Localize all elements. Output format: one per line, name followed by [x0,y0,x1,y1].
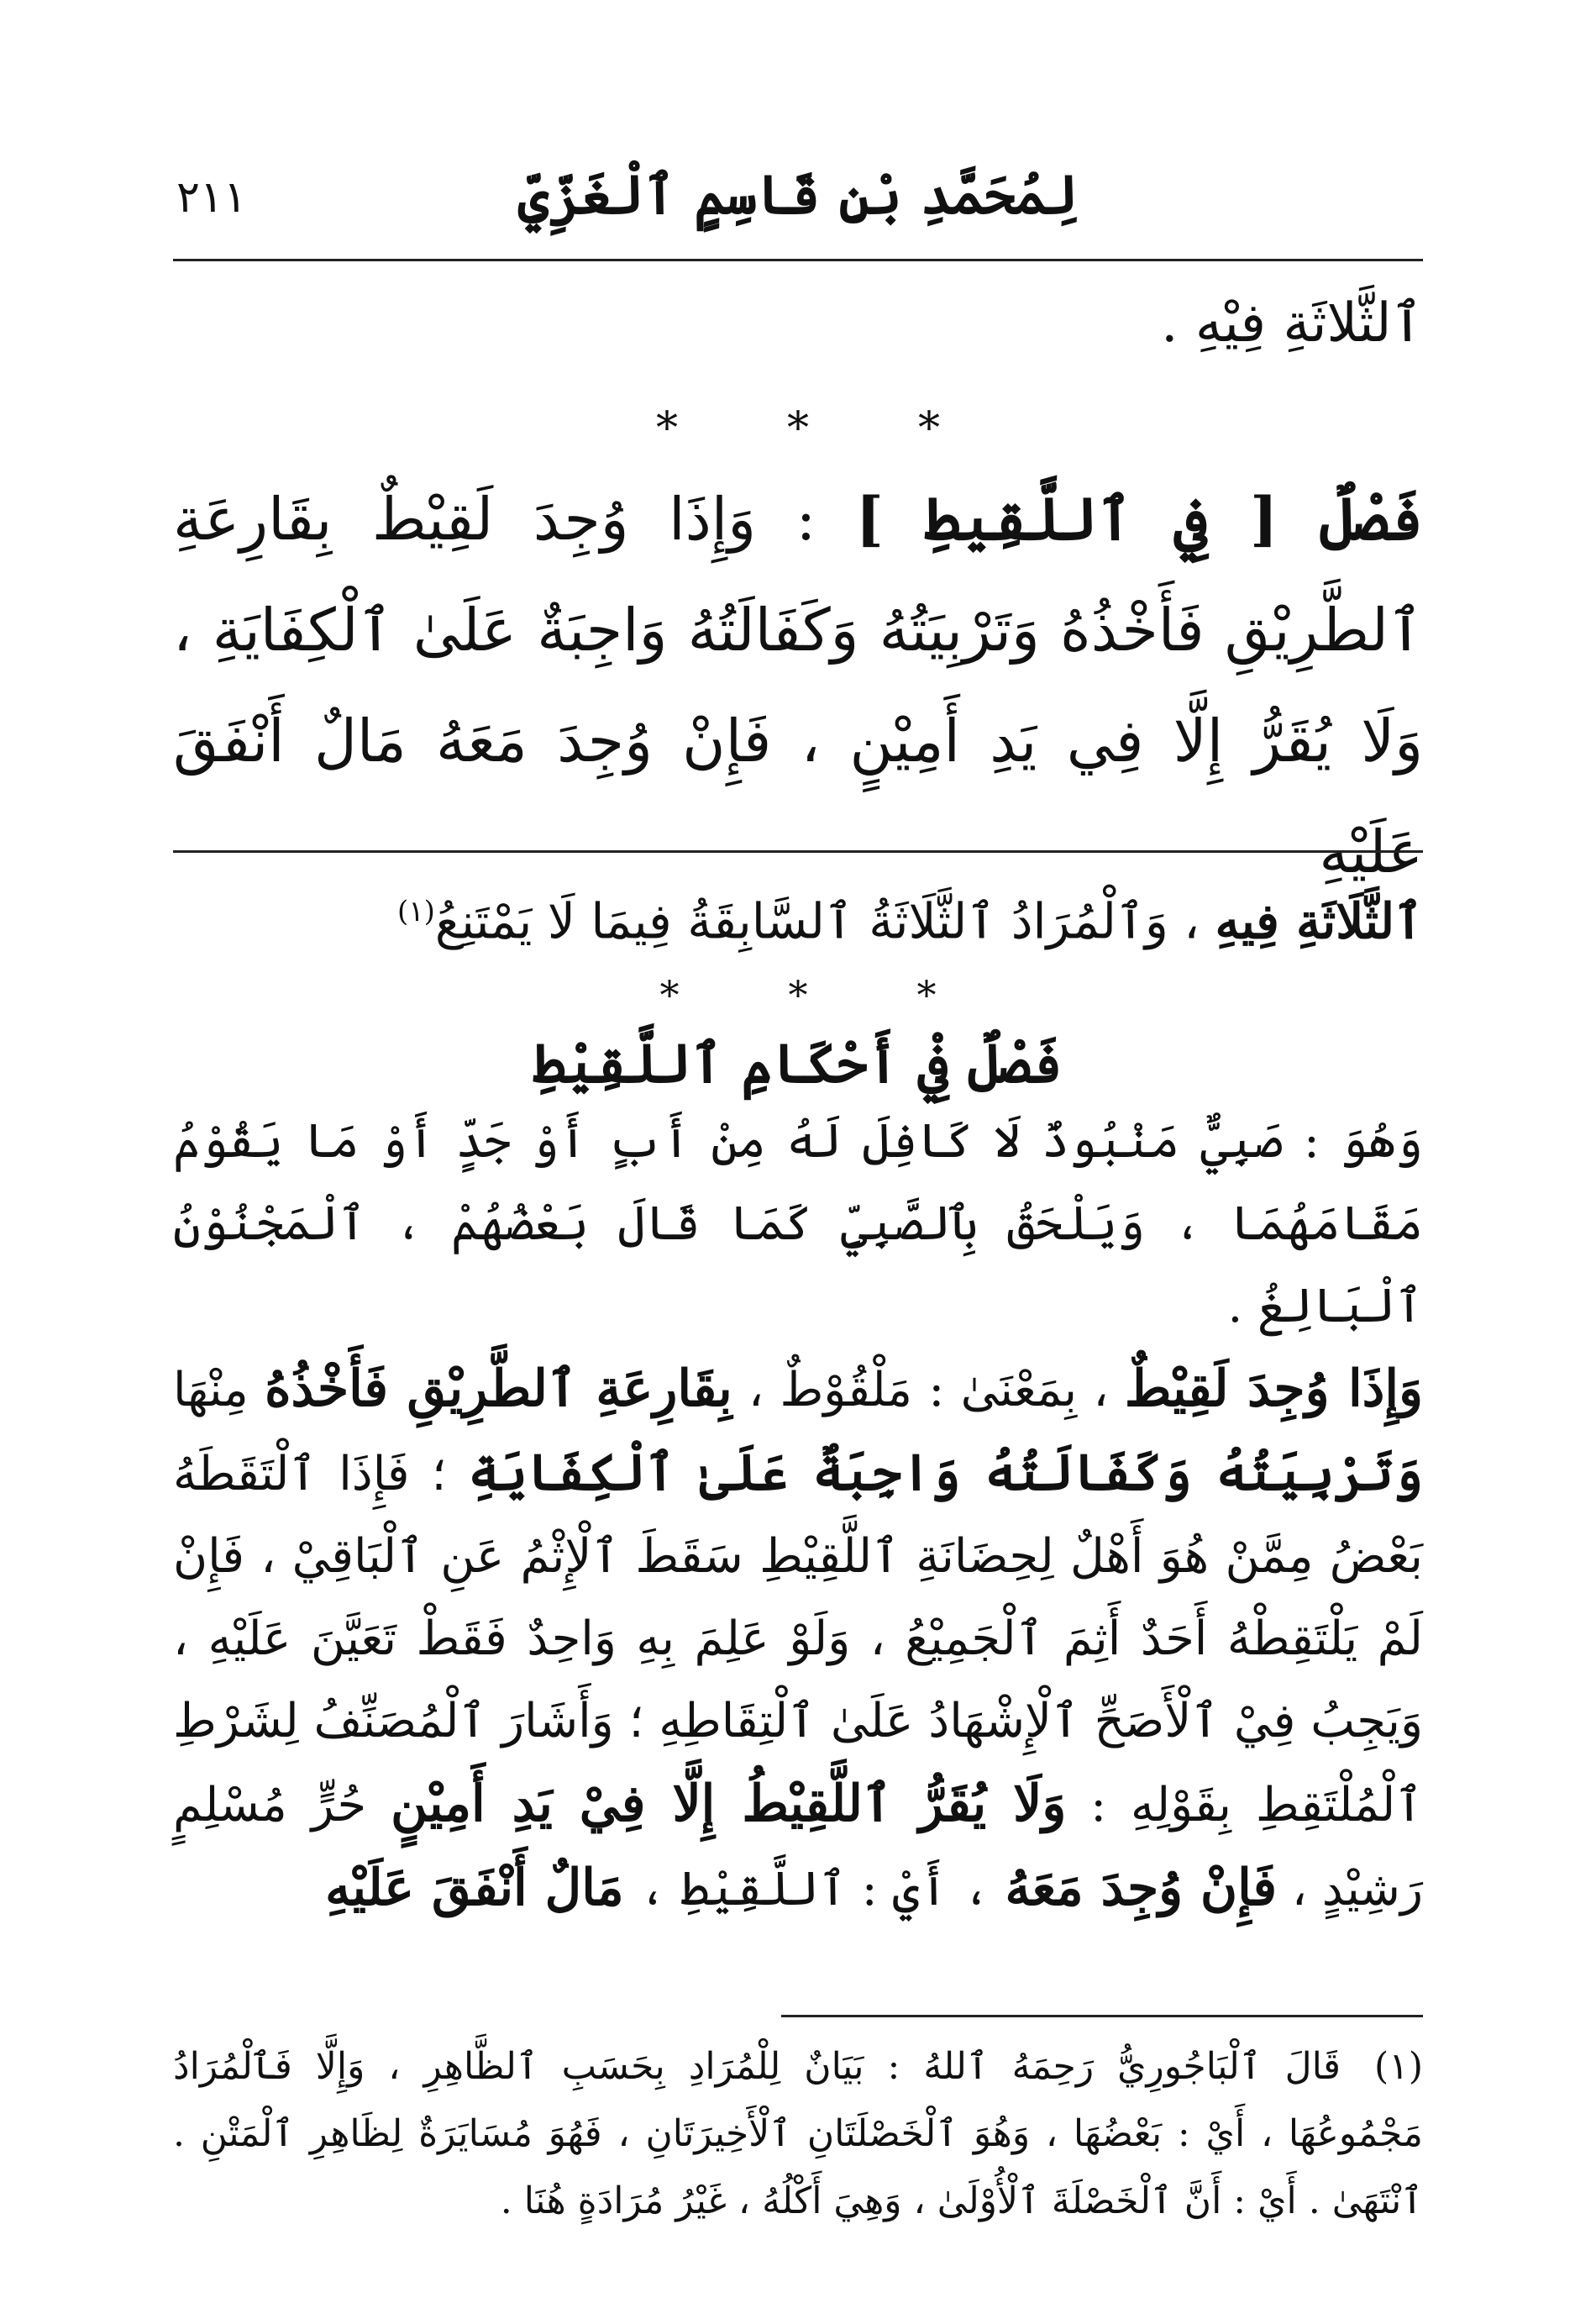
asterisk-icon: * [918,403,1049,454]
paragraph-definition: وَهُوَ : صَبِيٌّ مَنْبُوذٌ لَا كَافِلَ لَهُ مِنْ أَبٍ أَوْ جَدٍّ أَوْ مَا يَقُوْمُ مَقَامَهُمَا ، وَيَلْحَقُ بِٱلصَّبِيِّ كَمَا قَالَ بَعْضُهُمْ ، ٱلْمَجْنُوْنُ ٱلْبَالِغُ . [173,1114,1423,1334]
sharh-section [173,865,1423,1931]
matn-quote: وَإِذَا وُجِدَ لَقِيْطٌ [1124,1359,1424,1419]
page-number: ٢١١ [176,172,247,223]
footnotes [173,2033,1423,2235]
asterisk-separator [173,972,1423,1017]
footnote [173,2033,1423,2235]
matn-body: : وَإِذَا وُجِدَ لَقِيْطٌ بِقَارِعَةِ ٱلطَّرِيْقِ فَأَخْذُهُ وَتَرْبِيَتُهُ وَكَفَالَتُهُ وَاجِبَةٌ عَلَىٰ ٱلْكِفَايَةِ ، وَلَا يُقَرُّ إِلَّا فِي يَدِ أَمِيْنٍ ، فَإِنْ وُجِدَ مَعَهُ مَالٌ أَنْفَقَ عَلَيْهِ [173,485,1423,886]
sharh-top-text: ، وَٱلْمُرَادُ ٱلثَّلَاثَةُ ٱلسَّابِقَةُ فِيمَا لَا يَمْتَنِعُ [434,892,1215,950]
page-header [173,164,1423,256]
asterisk-icon: * [916,972,1046,1018]
commentary-text: مِنْهَا [173,1363,265,1418]
commentary-text: حُرٍّ مُسْلِمٍ رَشِيْدٍ ، [173,1778,1423,1917]
footnote-reference: (١) [397,895,435,928]
matn-quote: فَإِنْ وُجِدَ مَعَهُ [1005,1859,1278,1918]
matn-section [173,277,1423,907]
running-title: لِمُحَمَّدِ بْنِ قَاسِمٍ ٱلْغَزِّيِّ [517,164,1079,227]
matn-quote: مَالٌ أَنْفَقَ عَلَيْهِ [325,1859,624,1918]
matn-heading: فَصْلٌ [ فِي ٱللَّقِيطِ ] [855,484,1423,554]
matn-fragment: ٱلثَّلاثَةِ فِيْهِ . [1161,292,1423,355]
asterisk-separator [173,403,1423,454]
matn-quote: وَلَا يُقَرُّ ٱللَّقِيْطُ إِلَّا فِيْ يَدِ أَمِيْنٍ [391,1775,1067,1834]
matn-text [173,464,1423,907]
asterisk-icon: * [788,972,917,1018]
commentary-text: ، أَيْ : ٱللَّقِيْطِ ، [623,1862,1005,1917]
footnote-number: (١) [1374,2045,1423,2088]
header-rule [173,259,1423,261]
section-title: فَصْلٌ فِيْ أَحْكَامِ ٱللَّقِيْطِ [533,1033,1063,1096]
matn-quote: وَتَرْبِيَتُهُ وَكَفَالَتُهُ وَاجِبَةٌ عَلَىٰ ٱلْكِفَايَةِ [468,1443,1424,1503]
sharh-top-bold: ٱلثَّلَاثَةِ فِيهِ [1215,892,1423,950]
asterisk-icon: * [656,403,787,454]
asterisk-icon: * [659,972,789,1018]
footnote-rule [781,2015,1423,2017]
commentary-text: ؛ فَإِذَا ٱلْتَقَطَهُ بَعْضُ مِمَّنْ هُوَ أَهْلٌ لِحِضَانَةِ ٱللَّقِيْطِ سَقَطَ ٱلْإِثْمُ عَنِ ٱلْبَاقِيْ ، فَإِنْ لَمْ يَلْتَقِطْهُ أَحَدٌ أَثِمَ ٱلْجَمِيْعُ ، وَلَوْ عَلِمَ بِهِ وَاحِدٌ فَقَطْ تَعَيَّنَ عَلَيْهِ ، وَيَجِبُ فِيْ ٱلْأَصَحِّ ٱلْإِشْهَادُ عَلَىٰ ٱلْتِقَاطِهِ ؛ وَأَشَارَ ٱلْمُصَنِّفُ لِشَرْطِ ٱلْمُلْتَقِطِ بِقَوْلِهِ : [173,1447,1423,1833]
footnote-text: قَالَ ٱلْبَاجُورِيُّ رَحِمَهُ ٱللهُ : بَيَانٌ لِلْمُرَادِ بِحَسَبِ ٱلظَّاهِرِ ، وَإِلَّا فَٱلْمُرَادُ مَجْمُوعُهَا ، أَيْ : بَعْضُهَا ، وَهُوَ ٱلْخَصْلَتَانِ ٱلْأَخِيرَتَانِ ، فَهُوَ مُسَايَرَةٌ لِظَاهِرِ ٱلْمَتْنِ . ٱنْتَهَىٰ . أَيْ : أَنَّ ٱلْخَصْلَةَ ٱلْأُوْلَىٰ ، وَهِيَ أَكْلُهُ ، غَيْرُ مُرَادَةٍ هُنَا . [173,2045,1423,2222]
matn-quote: بِقَارِعَةِ ٱلطَّرِيْقِ فَأَخْذُهُ [265,1359,732,1419]
section-rule [173,850,1423,853]
sharh-top-line [173,865,1423,967]
commentary-text: ، بِمَعْنَىٰ : مَلْقُوْطٌ ، [732,1363,1125,1418]
asterisk-icon: * [787,403,918,454]
paragraph-commentary [173,1348,1423,1931]
